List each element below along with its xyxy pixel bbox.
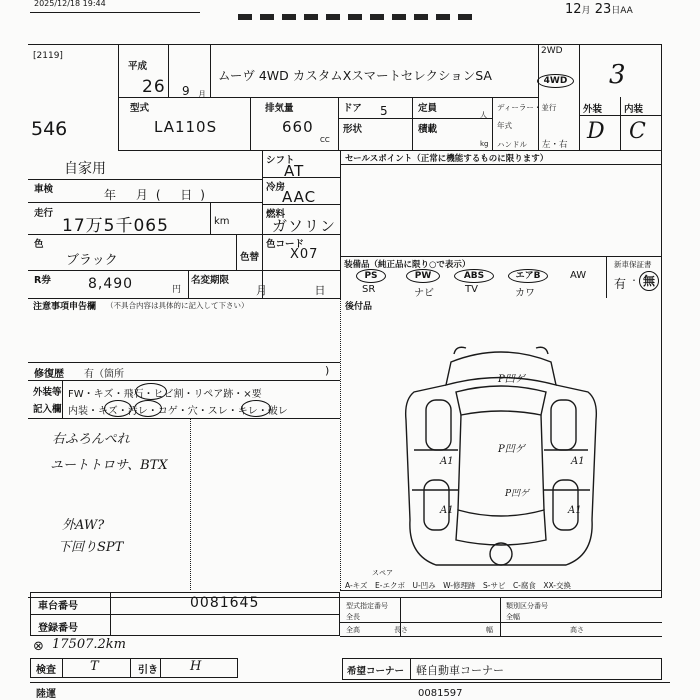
warranty-yes: 有	[614, 277, 627, 291]
era-label: 平成	[128, 61, 148, 72]
header-title-cut	[238, 14, 478, 20]
lot-number: 546	[31, 118, 68, 140]
repair-label: 修復歴	[34, 369, 64, 380]
repair-value: 有（箇所	[84, 369, 124, 380]
exterior-grade: D	[587, 119, 605, 144]
auction-sheet: 2025/12/18 19:44 12月 23日AA [2119] 546 平成 26 9 月 ムーヴ 4WD カスタムXスマートセレクションSA 2WD 4WD 3 型式 LA110S 排気量 660 CC ドア 5 定員 人 形状 積載 kg ディーラー・並行 年式 ハンドル 左・右 外装 内装 D C 自家用 車検 年 月( 日) 走行 17万5千065 km 色 ブラック 色替 シフト AT 冷房 AAC 燃料 ガソリン 色コード X07 R券 8,490 円 名変期限 月 日 セールスポイント（正常に機能するものに限ります） 装備品（純正品に限り○で表示） 新車保証書 PS PW ABS エアB AW SR ナビ TV カワ 有 ・ 無 注意事項申告欄 （不具合内容は具体的に記入して下さい） 後付品 修復歴 有（箇所 ) 外装等 記入欄 FW・キズ・飛石・ヒビ割・リペア跡・×要 内装・キズ・汚レ・コゲ・穴・スレ・キレ・破レ 右ふろんぺれ ユートトロサ、BTX 外AW? 下回りSPT P凹ゲ P凹ゲ A1 A1 A1 A1 P凹ゲ スペア A-キズ E-エクボ U-凹み W-修理跡 S-サビ C-腐食 XX-交換 車台番号 0081645 登録番号 型式指定番号 類別区分番号 全長 全幅 全高 長さ 幅 高さ ⊗ 17507.2km 検査 T 引き H 陸運 希望コーナー 軽自動車コーナー 0081597	[0, 0, 700, 700]
shift: AT	[284, 162, 305, 180]
spare-label: スペア	[372, 569, 393, 577]
drive-2wd: 2WD	[541, 46, 563, 56]
doors: 5	[380, 104, 389, 118]
fuel: ガソリン	[272, 217, 337, 235]
notes-label: 注意事項申告欄	[33, 302, 97, 312]
note-line-2: ユートトロサ、BTX	[50, 458, 168, 473]
reg-month: 9	[182, 84, 191, 98]
mileage: 17万5千065	[62, 216, 169, 236]
defect-code-legend: A-キズ E-エクボ U-凹み W-修理跡 S-サビ C-腐食 XX-交換	[345, 581, 571, 590]
overall-grade: 3	[609, 60, 626, 90]
circle-chip	[135, 383, 167, 400]
note-line-4: 下回りSPT	[58, 540, 124, 555]
selling-points-label: セールスポイント（正常に機能するものに限ります）	[345, 154, 549, 164]
color: ブラック	[66, 253, 118, 268]
inspection-expiry: 年 月( 日)	[104, 188, 213, 202]
equip-pw: PW	[406, 269, 440, 283]
print-timestamp: 2025/12/18 19:44	[34, 0, 106, 8]
displacement: 660	[282, 118, 314, 136]
note-line-1: 右ふろんぺれ	[52, 432, 130, 447]
equip-tv: TV	[465, 284, 478, 295]
warranty-no-circled: 無	[639, 271, 659, 291]
equip-airbag: エアB	[508, 269, 548, 283]
circle-wear	[241, 400, 271, 417]
equip-leather: カワ	[515, 288, 535, 299]
retrofit-label: 後付品	[345, 302, 373, 312]
circle-scratch	[104, 400, 132, 417]
vehicle-name: ムーヴ 4WD カスタムXスマートセレクションSA	[218, 68, 492, 83]
equip-navi: ナビ	[414, 288, 434, 299]
recycle-fee: 8,490	[88, 276, 134, 292]
equip-abs: ABS	[454, 269, 494, 283]
usage: 自家用	[64, 161, 106, 177]
model-code: LA110S	[154, 118, 218, 136]
bottom-number: 0081597	[418, 688, 463, 699]
defects-interior: 内装・キズ・汚レ・コゲ・穴・スレ・キレ・破レ	[68, 406, 288, 417]
note-line-3: 外AW?	[62, 518, 105, 533]
air-conditioning: AAC	[282, 188, 317, 206]
chassis-number: 0081645	[190, 595, 260, 611]
interior-grade: C	[629, 119, 646, 144]
reg-year: 26	[142, 77, 166, 97]
corner-value: 軽自動車コーナー	[416, 664, 504, 677]
circle-stain	[134, 400, 162, 417]
equip-ps: PS	[356, 269, 386, 283]
defects-exterior: FW・キズ・飛石・ヒビ割・リペア跡・×要	[68, 389, 262, 400]
header-date: 12月 23日AA	[565, 2, 633, 17]
equipment-label: 装備品（純正品に限り○で表示）	[344, 260, 471, 270]
drive-4wd-circled: 4WD	[537, 74, 574, 88]
equip-aw: AW	[570, 270, 587, 281]
equip-sr: SR	[362, 284, 376, 295]
lot-code: [2119]	[33, 51, 63, 61]
odometer-note: 17507.2km	[52, 637, 126, 652]
color-code: X07	[290, 247, 319, 262]
